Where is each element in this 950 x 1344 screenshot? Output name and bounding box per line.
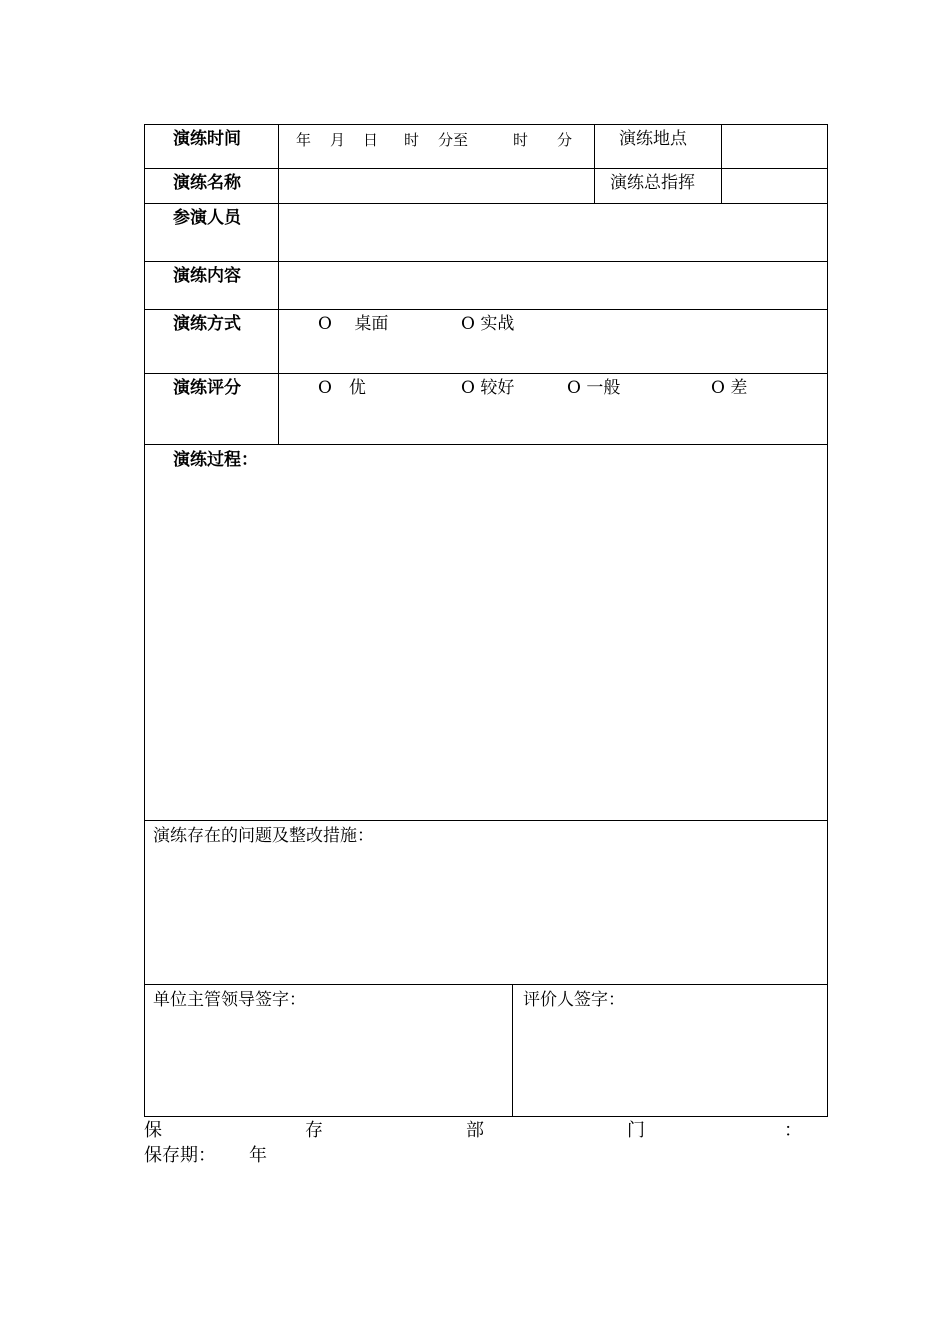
rating-option-average[interactable]: O 一般 <box>567 378 621 398</box>
hour-unit-end: 时 <box>513 131 529 149</box>
method-option-desktop[interactable]: O 桌面 <box>318 314 389 334</box>
table-border-right <box>827 124 828 1117</box>
hour-unit: 时 <box>404 131 420 149</box>
row-divider <box>144 309 828 310</box>
drill-commander-label: 演练总指挥 <box>610 173 695 193</box>
row-divider <box>144 444 828 445</box>
column-divider <box>594 124 595 204</box>
row-divider <box>144 373 828 374</box>
rating-option-poor[interactable]: O 差 <box>711 378 748 398</box>
issues-label: 演练存在的问题及整改措施： <box>153 826 374 846</box>
evaluator-signature-field[interactable] <box>513 1014 827 1116</box>
table-border-bottom <box>144 1116 828 1117</box>
storage-dept-char: 门 <box>627 1120 645 1141</box>
drill-time-label: 演练时间 <box>173 129 241 149</box>
storage-dept-char: 部 <box>466 1120 484 1141</box>
drill-location-field[interactable] <box>722 125 827 168</box>
minute-to-unit: 分至 <box>438 131 469 149</box>
participants-label: 参演人员 <box>173 208 241 228</box>
minute-unit-end: 分 <box>557 131 573 149</box>
leader-signature-label: 单位主管领导签字： <box>153 990 306 1010</box>
month-unit: 月 <box>330 131 346 149</box>
participants-field[interactable] <box>279 204 827 261</box>
drill-record-form <box>144 124 828 1116</box>
day-unit: 日 <box>363 131 379 149</box>
storage-dept-char: 保 <box>144 1120 162 1141</box>
leader-signature-field[interactable] <box>145 1014 512 1116</box>
rating-option-good[interactable]: O 较好 <box>461 378 515 398</box>
row-divider <box>144 820 828 821</box>
storage-period-label: 保存期： <box>144 1145 216 1166</box>
drill-rating-label: 演练评分 <box>173 378 241 398</box>
drill-content-label: 演练内容 <box>173 266 241 286</box>
drill-name-label: 演练名称 <box>173 173 241 193</box>
storage-dept-colon: ： <box>784 1120 802 1141</box>
evaluator-signature-label: 评价人签字： <box>523 990 625 1010</box>
drill-location-label: 演练地点 <box>619 129 687 149</box>
storage-dept-char: 存 <box>305 1120 323 1141</box>
drill-process-label: 演练过程： <box>173 450 258 470</box>
issues-field[interactable] <box>145 850 827 984</box>
storage-period-unit: 年 <box>249 1145 267 1166</box>
row-divider <box>144 984 828 985</box>
drill-commander-field[interactable] <box>722 169 827 203</box>
drill-process-field[interactable] <box>145 474 827 820</box>
year-unit: 年 <box>296 131 312 149</box>
drill-time-field[interactable] <box>279 125 594 168</box>
drill-method-label: 演练方式 <box>173 314 241 334</box>
drill-content-field[interactable] <box>279 262 827 309</box>
rating-option-excellent[interactable]: O 优 <box>318 378 366 398</box>
drill-name-field[interactable] <box>279 169 594 203</box>
method-option-live[interactable]: O 实战 <box>461 314 515 334</box>
